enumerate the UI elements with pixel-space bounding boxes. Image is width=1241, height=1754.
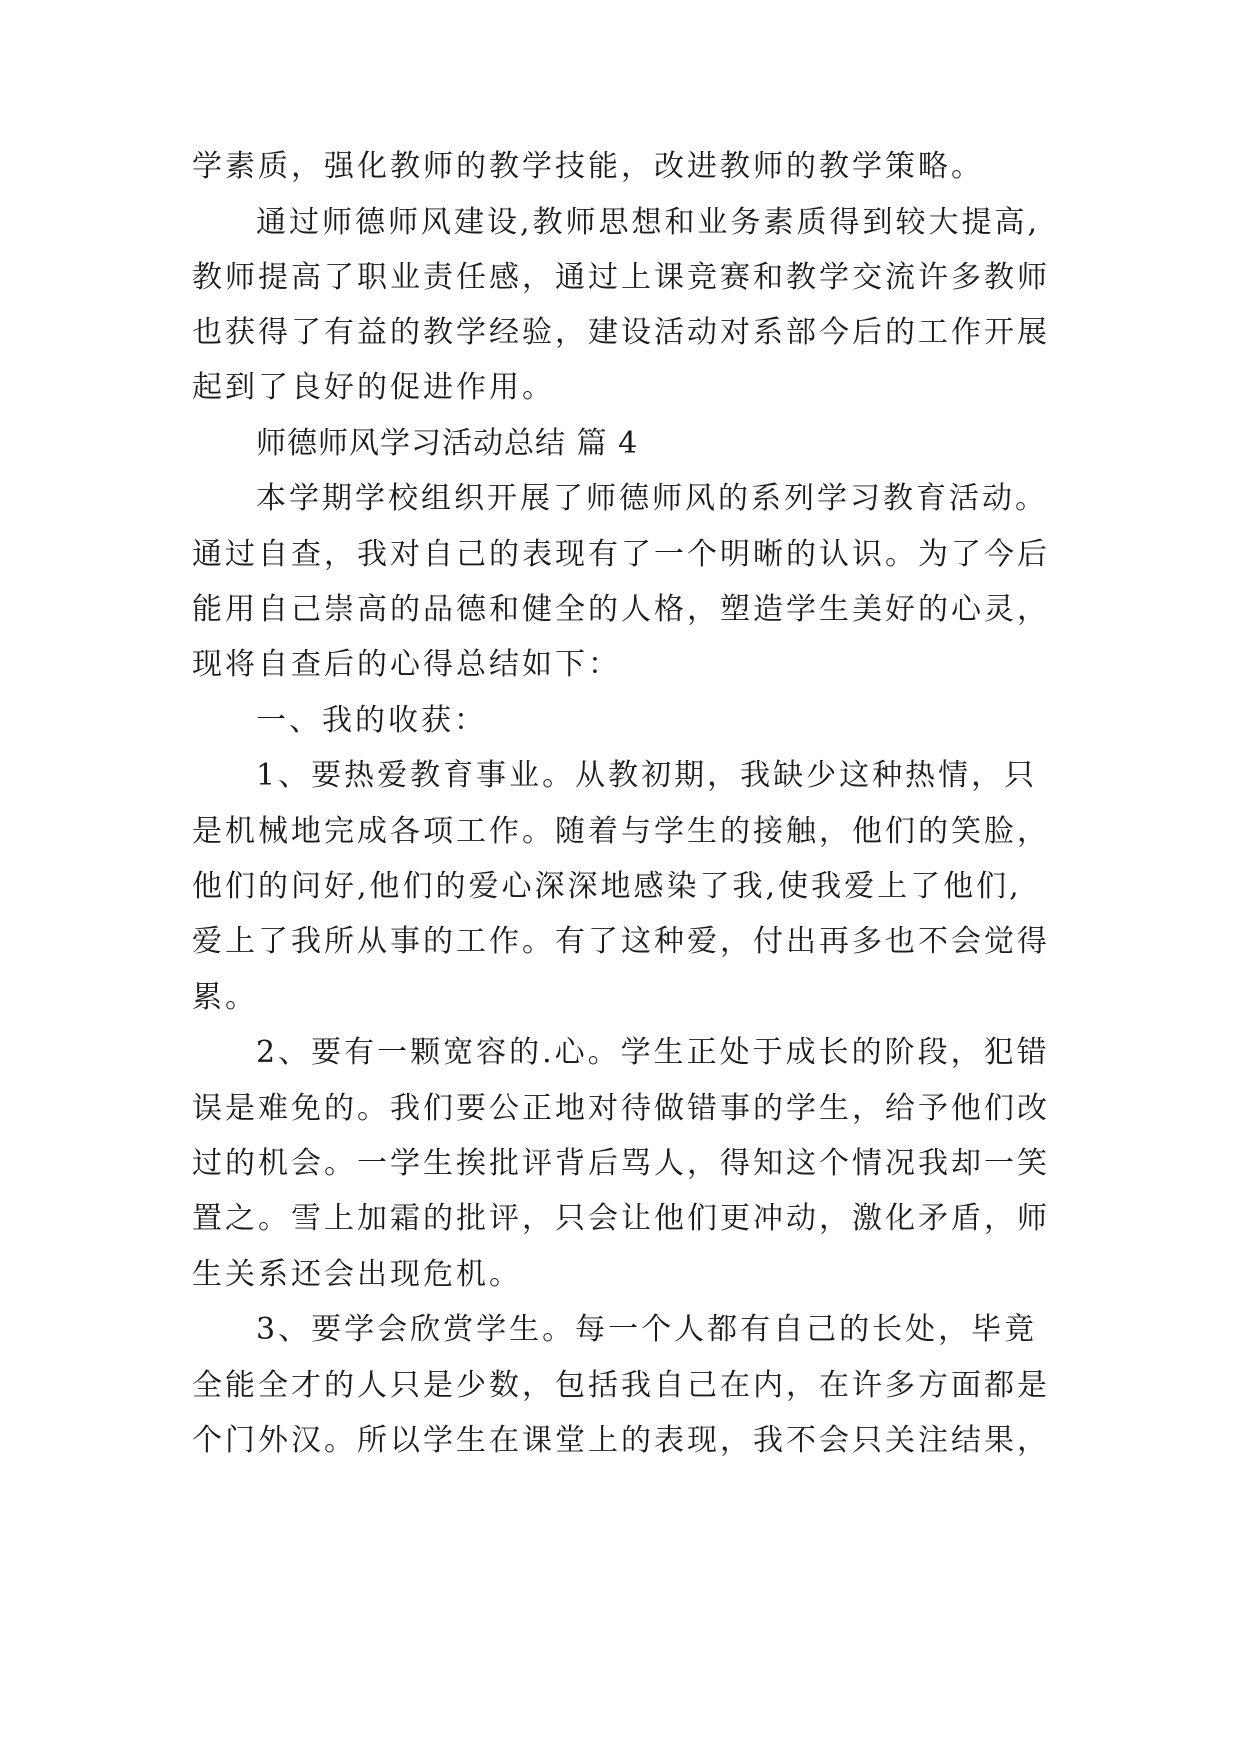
paragraph-line: 通过自查，我对自己的表现有了一个明晰的认识。为了今后 bbox=[192, 537, 1050, 572]
paragraph-line: 教师提高了职业责任感，通过上课竞赛和教学交流许多教师 bbox=[192, 260, 1050, 295]
paragraph-line: 是机械地完成各项工作。随着与学生的接触，他们的笑脸， bbox=[192, 814, 1050, 849]
paragraph-line: 他们的问好,他们的爱心深深地感染了我,使我爱上了他们, bbox=[192, 869, 1022, 904]
paragraph-line: 通过师德师风建设,教师思想和业务素质得到较大提高, bbox=[256, 205, 1041, 240]
section-heading: 师德师风学习活动总结 篇 4 bbox=[256, 426, 639, 461]
paragraph-line: 爱上了我所从事的工作。有了这种爱，付出再多也不会觉得 bbox=[192, 924, 1050, 959]
paragraph-line: 能用自己崇高的品德和健全的人格，塑造学生美好的心灵， bbox=[192, 592, 1050, 627]
paragraph-line: 也获得了有益的教学经验，建设活动对系部今后的工作开展 bbox=[192, 315, 1050, 350]
paragraph-line: 1、要热爱教育事业。从教初期，我缺少这种热情，只 bbox=[256, 758, 1038, 793]
paragraph-line: 现将自查后的心得总结如下： bbox=[192, 647, 621, 682]
paragraph-line: 起到了良好的促进作用。 bbox=[192, 370, 555, 405]
paragraph-line: 本学期学校组织开展了师德师风的系列学习教育活动。 bbox=[256, 481, 1048, 516]
paragraph-line: 置之。雪上加霜的批评，只会让他们更冲动，激化矛盾，师 bbox=[192, 1201, 1050, 1236]
paragraph-line: 2、要有一颗宽容的.心。学生正处于成长的阶段，犯错 bbox=[256, 1035, 1050, 1070]
subsection-heading: 一、我的收获： bbox=[256, 703, 487, 738]
paragraph-line: 全能全才的人只是少数，包括我自己在内，在许多方面都是 bbox=[192, 1368, 1050, 1403]
paragraph-line: 生关系还会出现危机。 bbox=[192, 1257, 522, 1292]
paragraph-line: 累。 bbox=[192, 980, 258, 1015]
paragraph-line: 过的机会。一学生挨批评背后骂人，得知这个情况我却一笑 bbox=[192, 1146, 1050, 1181]
paragraph-line: 3、要学会欣赏学生。每一个人都有自己的长处，毕竟 bbox=[256, 1312, 1038, 1347]
paragraph-line: 学素质，强化教师的教学技能，改进教师的教学策略。 bbox=[192, 149, 984, 184]
paragraph-line: 个门外汉。所以学生在课堂上的表现，我不会只关注结果， bbox=[192, 1423, 1050, 1458]
paragraph-line: 误是难免的。我们要公正地对待做错事的学生，给予他们改 bbox=[192, 1091, 1050, 1126]
